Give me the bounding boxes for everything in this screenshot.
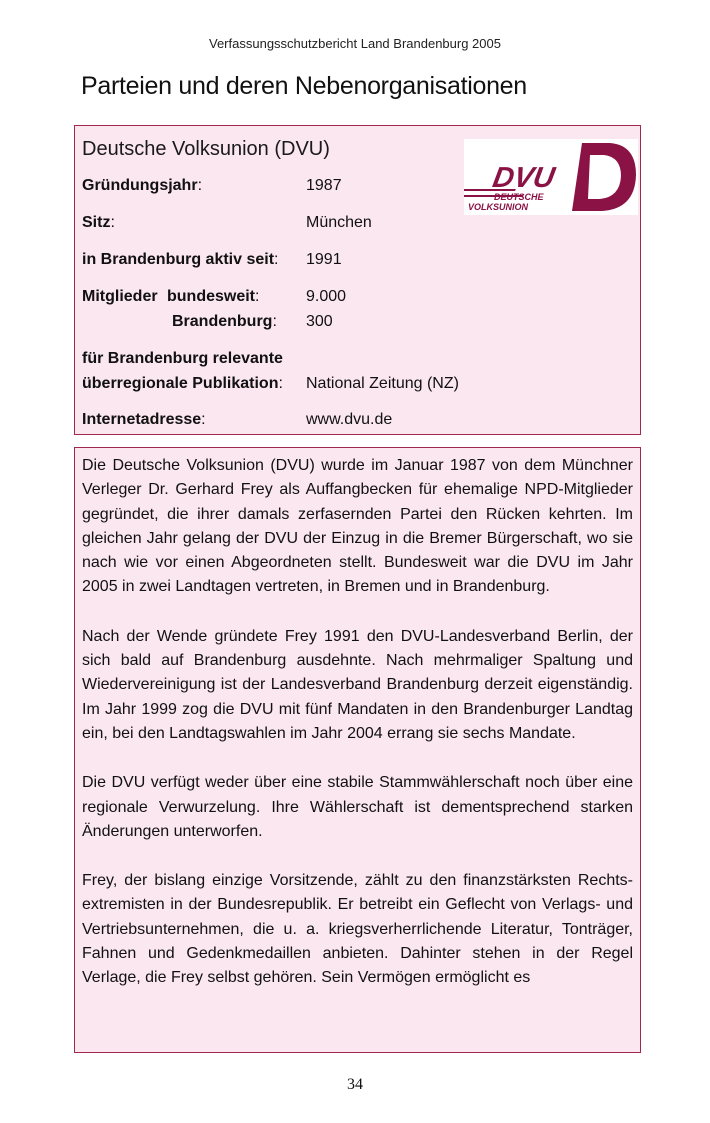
publication-value: National Zeitung (NZ) [306,375,459,392]
members-brandenburg-value: 300 [306,313,333,330]
logo-subtitle-1: DEUTSCHE [494,192,544,202]
founded-label: Gründungsjahr: [82,177,203,194]
seat-label: Sitz: [82,214,115,231]
active-since-value: 1991 [306,251,342,268]
paragraph: Frey, der bislang einzige Vorsitzende, zählt zu den finanzstärksten Rechtsextremisten in der Bundesrepublik. Er betreibt ein Geflecht von Verlags- und Vertriebsunternehmen, die u. a. kriegsverherrlichende Literatur, Tonträger, Fahnen und Gedenkmedaillen anbieten. Dahinter stehen in der Regel Verlage, die Frey selbst gehören. Sein Vermögen ermöglicht es [82,872,633,987]
party-profile-box [74,125,641,435]
logo-dvu-text: DVU [490,162,558,194]
members-brandenburg-label: Brandenburg: [172,313,277,330]
dvu-logo-graphic [464,139,638,215]
logo-subtitle-2: VOLKSUNION [468,202,529,212]
page-number: 34 [347,1076,363,1093]
members-label: Mitglieder [82,288,158,305]
founded-value: 1987 [306,177,342,194]
publication-label: überregionale Publikation: [82,375,283,392]
paragraph: Die Deutsche Volksunion (DVU) wurde im Januar 1987 von dem Münchner Verleger Dr. Gerhard Frey als Auffangbecken für ehemalige NPD-Mitglieder gegründet, die ihrer damals zerfasernden Partei den Rücken kehrten. Im gleichen Jahr gelang der DVU der Einzug in die Bremer Bürgerschaft, wo sie nach wie vor einen Abgeordneten stellt. Bundesweit war die DVU im Jahr 2005 in zwei Landtagen vertreten, in Bremen und in Brandenburg. [82,457,633,596]
logo-d-shape [572,143,636,211]
active-since-label: in Brandenburg aktiv seit: [82,251,279,268]
party-name: Deutsche Volksunion (DVU) [82,138,330,160]
paragraph: Die DVU verfügt weder über eine stabile Stammwählerschaft noch über eine regionale Verwurzelung. Ihre Wählerschaft ist dementsprechend starken Änderungen unterworfen. [82,774,633,840]
seat-value: München [306,214,372,231]
members-federal-label: bundesweit: [167,288,260,305]
dvu-logo [464,139,638,215]
members-federal-value: 9.000 [306,288,347,305]
section-title: Parteien und deren Nebenorganisationen [81,72,527,100]
website-value: www.dvu.de [306,411,393,428]
description-text-box [74,447,641,1053]
publication-label-line1: für Brandenburg relevante [82,350,283,367]
website-label: Internetadresse: [82,411,206,428]
running-header: Verfassungsschutzbericht Land Brandenburg 2005 [209,36,501,51]
paragraph: Nach der Wende gründete Frey 1991 den DVU-Landesverband Berlin, der sich bald auf Brandenburg ausdehnte. Nach mehrmaliger Spaltung und Wiedervereinigung ist der Landesverband Brandenburg derzeit eigenständig. Im Jahr 1999 zog die DVU mit fünf Mandaten in den Brandenburger Landtag ein, bei den Landtagswahlen im Jahr 2004 errang sie sechs Mandate. [82,627,633,742]
